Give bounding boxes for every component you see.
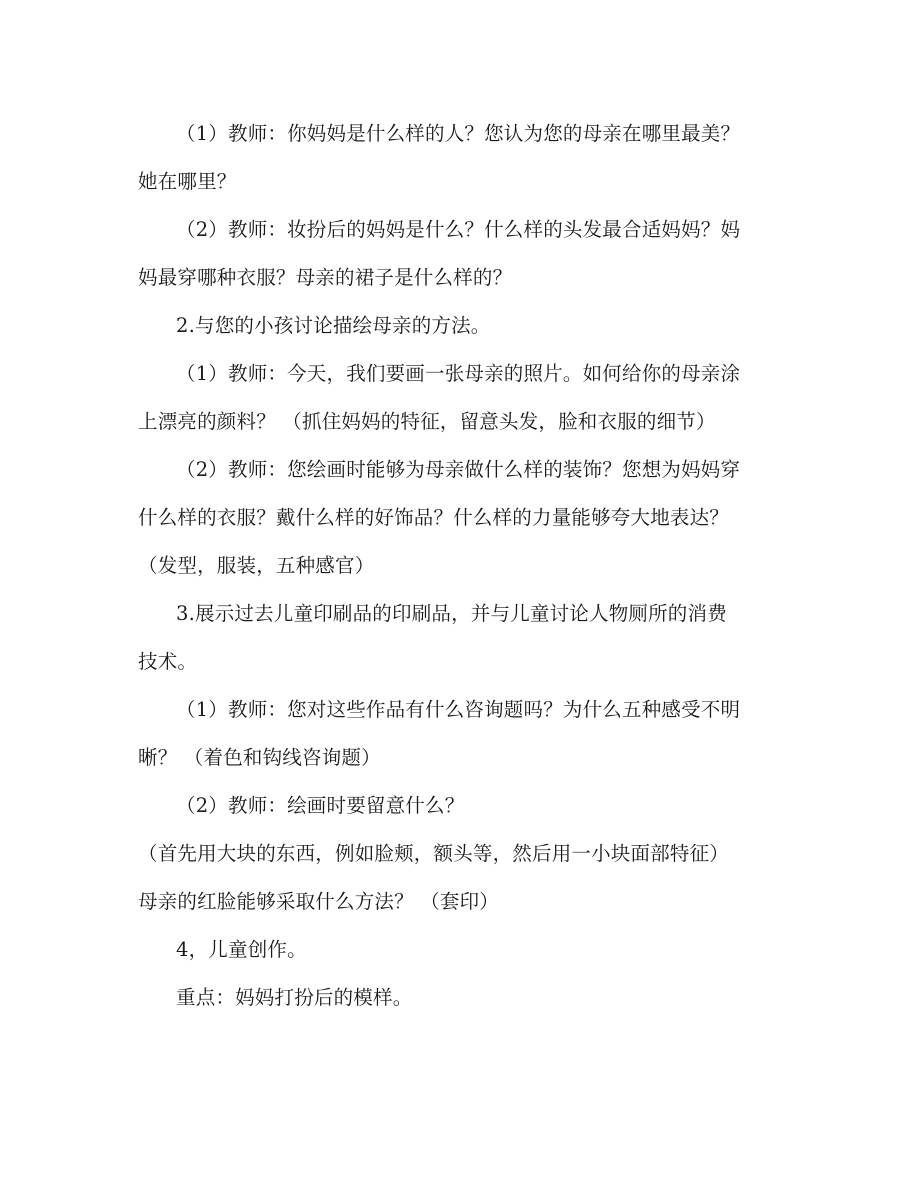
paragraph-line: 重点：妈妈打扮后的模样。	[176, 986, 413, 1009]
paragraph-line: 什么样的衣服？戴什么样的好饰品？什么样的力量能够夸大地表达？	[138, 506, 730, 529]
paragraph-line: 妈最穿哪种衣服？母亲的裙子是什么样的？	[138, 266, 513, 289]
paragraph-line: （1）教师：你妈妈是什么样的人？您认为您的母亲在哪里最美？	[176, 122, 741, 145]
paragraph-line: （2）教师：妆扮后的妈妈是什么？什么样的头发最合适妈妈？妈	[176, 218, 741, 241]
paragraph-line: （首先用大块的东西，例如脸颊，额头等，然后用一小块面部特征）	[138, 842, 730, 865]
section-heading: 3.展示过去儿童印刷品的印刷品，并与儿童讨论人物厕所的消费	[176, 602, 727, 625]
paragraph-line: 她在哪里？	[138, 170, 237, 193]
paragraph-line: 母亲的红脸能够采取什么方法？ （套印）	[138, 890, 499, 913]
section-heading: 4，儿童创作。	[176, 938, 307, 961]
paragraph-line: 上漂亮的颜料？ （抓住妈妈的特征，留意头发，脸和衣服的细节）	[138, 410, 716, 433]
paragraph-line: 技术。	[138, 650, 198, 673]
section-heading: 2.与您的小孩讨论描绘母亲的方法。	[176, 314, 491, 337]
paragraph-line: （1）教师：今天，我们要画一张母亲的照片。如何给你的母亲涂	[176, 362, 741, 385]
paragraph-line: 晰？ （着色和钩线咨询题）	[138, 746, 381, 769]
paragraph-line: （1）教师：您对这些作品有什么咨询题吗？为什么五种感受不明	[176, 698, 741, 721]
paragraph-line: （2）教师：绘画时要留意什么？	[176, 794, 465, 817]
paragraph-line: （发型，服装，五种感官）	[138, 554, 375, 577]
paragraph-line: （2）教师：您绘画时能够为母亲做什么样的装饰？您想为妈妈穿	[176, 458, 741, 481]
